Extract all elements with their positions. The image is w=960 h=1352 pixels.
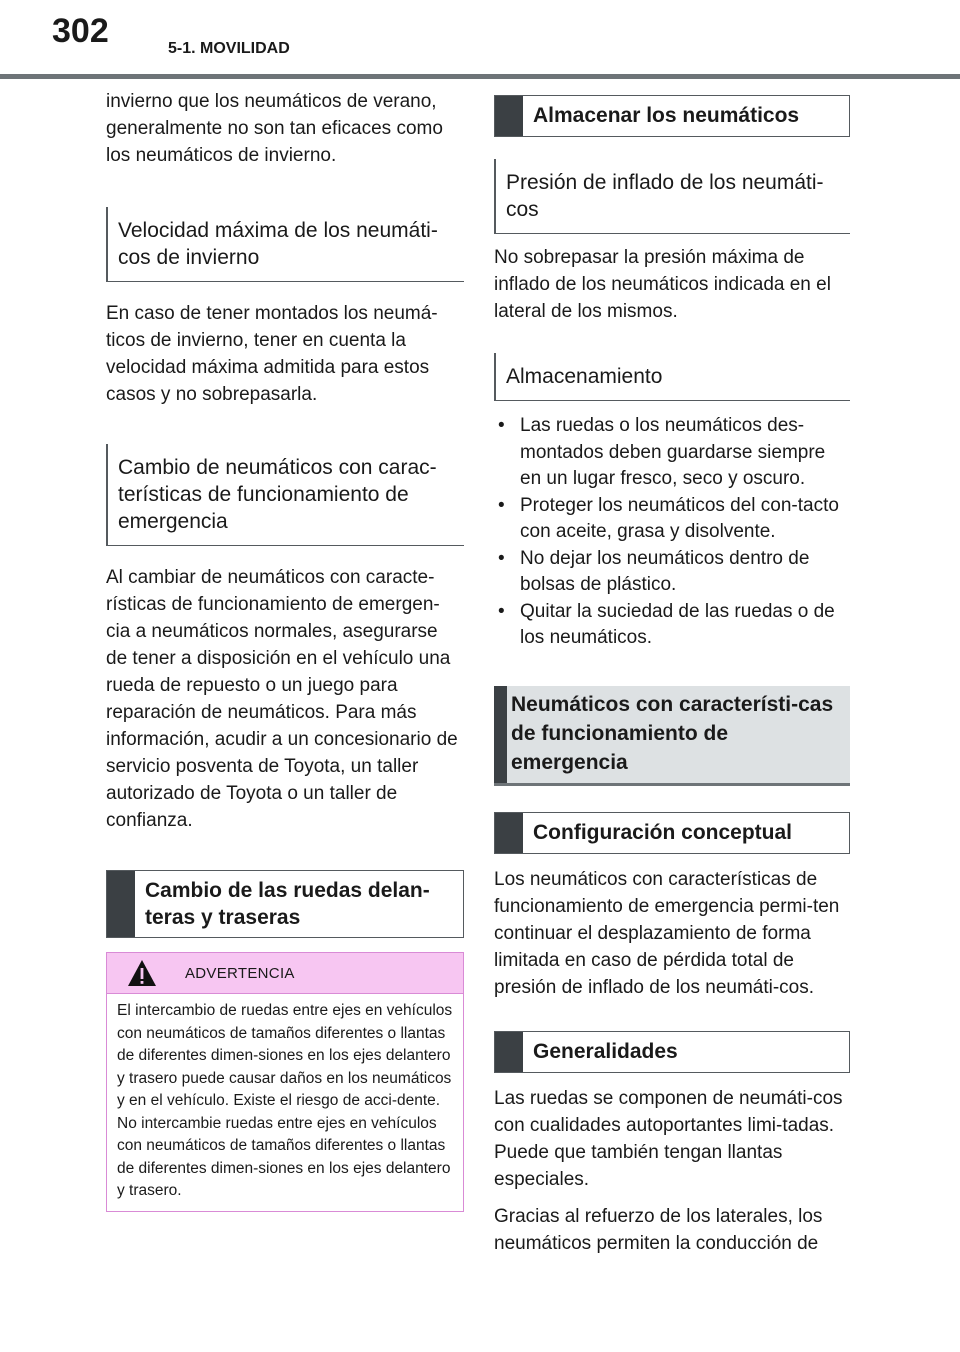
page-header — [0, 0, 960, 80]
heading-general-text: Generalidades — [533, 1039, 678, 1063]
section-title: 5-1. MOVILIDAD — [168, 40, 290, 57]
warning-body: El intercambio de ruedas entre ejes en vehículos con neumáticos de tamaños diferentes o llantas de diferentes dimen-siones en los ejes delantero y trasero puede causar daños en los neumáticos y en el vehículo. Existe el riesgo de acci-dente. No intercambie ruedas entre ejes en vehículos con neumáticos de tamaños diferentes o llantas de diferentes dimen-siones en los ejes delantero y trasero. — [117, 1002, 453, 1199]
heading-runflat-tires — [494, 686, 850, 786]
paragraph-inflation-pressure: No sobrepasar la presión máxima de inflado de los neumáticos indicada en el lateral de los mismos. — [494, 247, 831, 322]
list-item: • No dejar los neumáticos dentro de bolsas de plástico. — [498, 547, 810, 595]
heading-tire-storage — [494, 95, 850, 137]
list-item: • Proteger los neumáticos del con-tacto con aceite, grasa y disolvente. — [498, 494, 839, 542]
paragraph-runflat-change: Al cambiar de neumáticos con caracte-rísticas de funcionamiento de emergen-cia a neumáticos normales, asegurarse de tener a disposición en el vehículo una rueda de repuesto o un juego para reparación de neumáticos. Para más información, acudir a un concesionario de servicio posventa de Toyota, un taller autorizado de Toyota o un taller de confianza. — [106, 567, 458, 831]
list-item: • Las ruedas o los neumáticos des-montados deben guardarse siempre en un lugar fresco, seco y oscuro. — [498, 415, 826, 489]
heading-general — [494, 1031, 850, 1073]
heading-concept — [494, 812, 850, 854]
header-rule — [0, 74, 960, 79]
left-column — [106, 88, 464, 1212]
heading-winter-speed: Velocidad máxima de los neumáti-cos de invierno — [106, 207, 464, 282]
paragraph-concept: Los neumáticos con características de funcionamiento de emergencia permi-ten continuar el desplazamiento de forma limitada en caso de pérdida total de presión de inflado de los neumáti-cos. — [494, 868, 840, 998]
heading-inflation-pressure: Presión de inflado de los neumáti-cos — [494, 159, 850, 234]
heading-wheel-rotation — [106, 870, 464, 938]
paragraph-winter-speed: En caso de tener montados los neumá-ticos de invierno, tener en cuenta la velocidad máxima admitida para estos casos y no sobrepasarla. — [106, 303, 438, 405]
heading-tire-storage-text: Almacenar los neumáticos — [533, 104, 800, 127]
heading-bar — [494, 686, 507, 783]
heading-concept-text: Configuración conceptual — [533, 820, 793, 844]
list-item: • Quitar la suciedad de las ruedas o de los neumáticos. — [498, 600, 835, 648]
storage-bullet-list — [494, 413, 850, 652]
heading-storage: Almacenamiento — [494, 353, 850, 401]
right-column — [494, 95, 850, 1287]
heading-runflat-change: Cambio de neumáticos con carac-terísticas de funcionamiento de emergencia — [106, 444, 464, 546]
paragraph-general-2: Gracias al refuerzo de los laterales, los neumáticos permiten la conducción de — [494, 1205, 823, 1254]
heading-bar — [107, 871, 135, 937]
heading-wheel-rotation-text: Cambio de las ruedas delan-teras y traseras — [145, 879, 430, 929]
warning-header — [107, 953, 463, 994]
heading-bar — [495, 813, 523, 853]
heading-bar — [495, 1032, 523, 1072]
paragraph-general-1: Las ruedas se componen de neumáti-cos con cualidades autoportantes limi-tadas. Puede que también tengan llantas especiales. — [494, 1087, 843, 1190]
warning-box — [106, 952, 464, 1212]
heading-bar — [495, 96, 523, 136]
warning-title: ADVERTENCIA — [185, 964, 295, 982]
intro-paragraph: invierno que los neumáticos de verano, generalmente no son tan eficaces como los neumáticos de invierno. — [106, 91, 443, 166]
page-number: 302 — [52, 12, 109, 50]
heading-runflat-tires-text: Neumáticos con característi-cas de funcionamiento de emergencia — [511, 692, 834, 774]
warning-triangle-icon — [127, 959, 157, 987]
